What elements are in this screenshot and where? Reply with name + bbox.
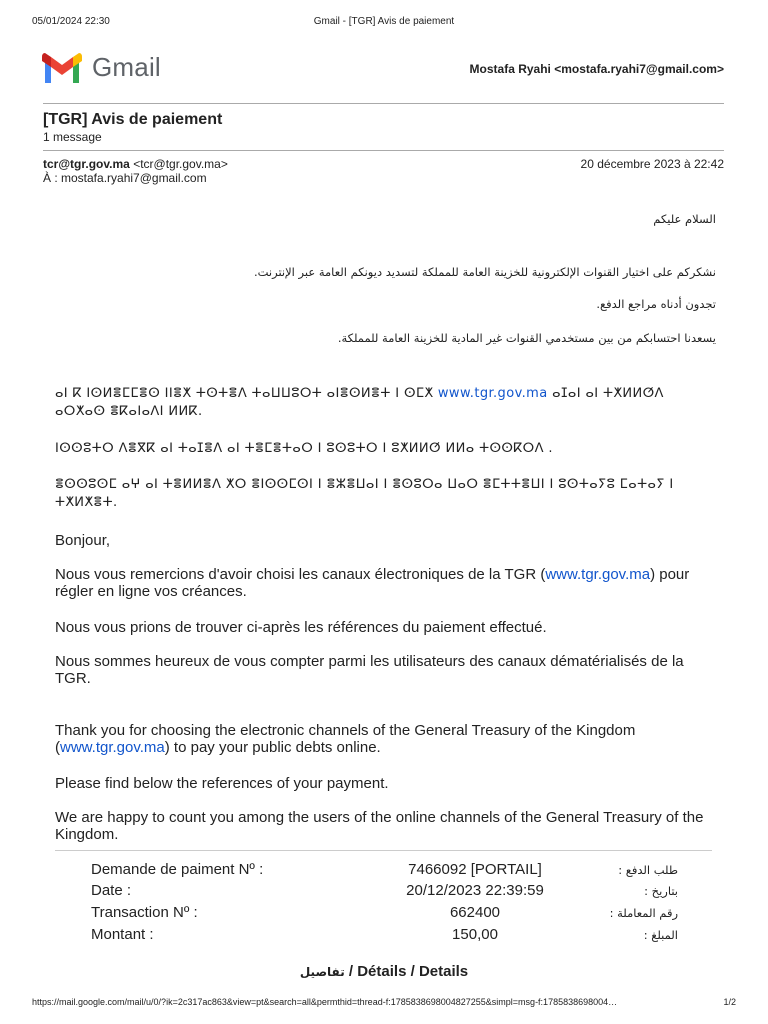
french-paragraph-2: Nous vous prions de trouver ci-après les références du paiement effectué. — [55, 619, 547, 636]
payment-value: 662400 — [449, 904, 501, 921]
english-p1-start: Thank you for choosing the electronic channels of the General Treasury of the Kingdom ( — [55, 722, 636, 756]
sent-date: 20 décembre 2023 à 22:42 — [580, 157, 724, 171]
details-en: Details — [418, 963, 469, 980]
details-separator: / — [344, 963, 358, 980]
print-url: https://mail.google.com/mail/u/0/?ik=2c317ac863&view=pt&search=all&permthid=thread-f:1785838698004827255&simpl=msg-f:1785838698004… — [32, 997, 618, 1007]
payment-label: Demande de paiment Nº : — [91, 861, 264, 878]
subject-divider — [43, 150, 724, 151]
message-count: 1 message — [43, 130, 102, 144]
payment-divider — [55, 850, 712, 851]
tgr-link-french[interactable]: www.tgr.gov.ma — [545, 566, 651, 583]
details-ar: تفاصيل — [299, 965, 345, 979]
payment-value: 7466092 [PORTAIL] — [408, 861, 542, 878]
payment-label: Montant : — [91, 926, 154, 943]
account-label: Mostafa Ryahi <mostafa.ryahi7@gmail.com> — [469, 62, 724, 76]
payment-row — [55, 861, 712, 883]
details-separator: / — [406, 963, 419, 980]
sender-address[interactable]: tcr@tgr.gov.ma — [43, 157, 130, 171]
tifinagh-p1-end: ⴰⵊⴰⵏ ⴰⵏ ⵜⵅⵍⵍⵚⴷ ⴰⵔⵅⴰⵙ ⴻⴽⴰⵏⴰⴷⵏ ⵍⵍⴽ. — [55, 386, 664, 419]
english-paragraph-1 — [55, 722, 715, 756]
arabic-greeting: السلام عليكم — [653, 212, 716, 226]
print-title: Gmail - [TGR] Avis de paiement — [313, 16, 455, 27]
english-paragraph-2: Please find below the references of your payment. — [55, 775, 389, 792]
french-p1-start: Nous vous remercions d'avoir choisi les canaux électroniques de la TGR ( — [55, 566, 546, 583]
payment-row — [55, 904, 712, 926]
tgr-link-tifinagh[interactable]: www.tgr.gov.ma — [437, 386, 548, 401]
page-number: 1/2 — [723, 997, 736, 1007]
details-fr: Détails — [357, 963, 407, 980]
tifinagh-paragraph-1 — [55, 385, 715, 421]
arabic-thanks: نشكركم على اختيار القنوات الإلكترونية للخزينة العامة للمملكة لتسديد ديونكم العامة عبر الإنترنت. — [253, 265, 716, 279]
french-paragraph-3: Nous sommes heureux de vous compter parmi les utilisateurs des canaux dématérialisés de la TGR. — [55, 653, 684, 687]
payment-label: Transaction Nº : — [91, 904, 198, 921]
english-paragraph-3: We are happy to count you among the users of the online channels of the General Treasury of the Kingdom. — [55, 809, 704, 843]
recipient: À : mostafa.ryahi7@gmail.com — [43, 171, 207, 185]
payment-label-ar: طلب الدفع : — [618, 863, 678, 877]
payment-label-ar: بتاريخ : — [644, 884, 678, 898]
sender — [43, 157, 228, 171]
tifinagh-paragraph-2: ⵏⵙⵙⵓⵜⵔ ⴷⴻⴳⴽ ⴰⵏ ⵜⴰⵊⴻⴷ ⴰⵏ ⵜⴻⵎⴻⵜⴰⵔ ⵏ ⵓⵙⵓⵜⵔ ⵏ ⵓⵅⵍⵍⵚ ⵍⵍⴰ ⵜⵙⵙⴽⵔⴷ . — [55, 441, 553, 456]
payment-row — [55, 926, 712, 948]
thread-subject: [TGR] Avis de paiement — [43, 111, 223, 128]
tifinagh-p1-start: ⴰⵏ ⴽ ⵏⵙⵍⴻⵎⵎⴻⵙ ⵏⵏⴻⵅ ⵜⵙⵜⴻⴷ ⵜⴰⵡⵡⵓⵔⵜ ⴰⵏⴻⵙⵍⴻⵜ ⵏ ⵙⵎⵅ — [55, 386, 434, 401]
french-p1-end: ) pour régler en ligne vos créances. — [55, 566, 690, 600]
details-heading — [0, 963, 768, 980]
print-datetime: 05/01/2024 22:30 — [32, 16, 110, 27]
gmail-wordmark: Gmail — [92, 52, 161, 82]
gmail-m-icon — [42, 53, 82, 83]
header-divider — [43, 103, 724, 104]
payment-label-ar: رقم المعاملة : — [609, 906, 678, 920]
payment-row — [55, 882, 712, 904]
french-paragraph-1 — [55, 566, 715, 600]
payment-value: 150,00 — [452, 926, 498, 943]
payment-value: 20/12/2023 22:39:59 — [406, 882, 544, 899]
tgr-link-english[interactable]: www.tgr.gov.ma — [60, 739, 165, 756]
payment-label-ar: المبلغ : — [643, 928, 678, 942]
payment-label: Date : — [91, 882, 132, 899]
sender-full: <tcr@tgr.gov.ma> — [133, 157, 228, 171]
gmail-logo — [42, 52, 161, 83]
tifinagh-paragraph-3: ⴻⵙⵙⵓⵙⵎ ⴰⵖ ⴰⵏ ⵜⴻⵍⵍⴻⴷ ⵅⵔ ⴻⵏⵙⵙⵎⵙⵏ ⵏ ⴻⵣⴻⵡⴰⵏ ⵏ ⴻⵙⵓⵔⴰ ⵡⴰⵔ ⴻⵎⵜⵜⴻⵡⵏ ⵏ ⵓⵙⵜⴰⵢⵓ ⵎⴰⵜⴰⵢ ⵏ ⵜⵅⵍⵅⴻⵜ. — [55, 477, 674, 510]
french-greeting: Bonjour, — [55, 532, 111, 549]
arabic-refs: تجدون أدناه مراجع الدفع. — [596, 297, 716, 311]
arabic-happy: يسعدنا احتسابكم من بين مستخدمي القنوات غير المادية للخزينة العامة للمملكة. — [337, 331, 716, 345]
english-p1-end: ) to pay your public debts online. — [164, 739, 381, 756]
